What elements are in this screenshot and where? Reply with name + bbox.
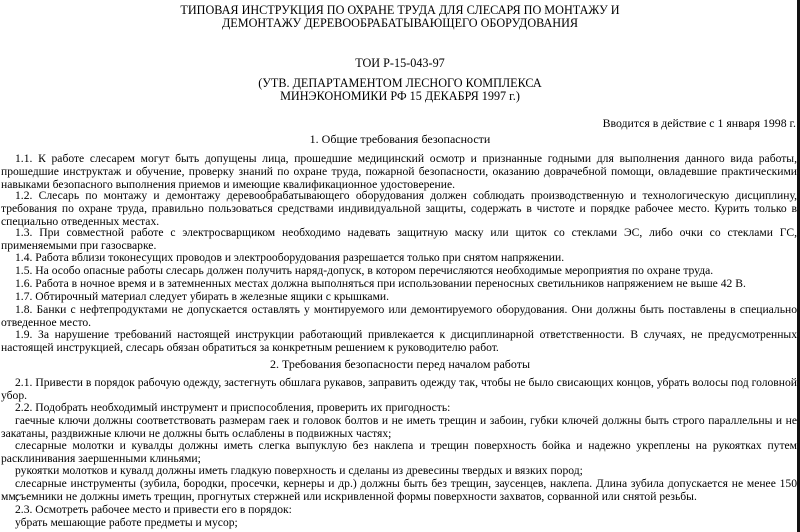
effective-date: Вводится в действие с 1 января 1998 г. [602,116,796,130]
list-item-remove-objects: убрать мешающие работе предметы и мусор; [15,516,238,529]
document-title: ТИПОВАЯ ИНСТРУКЦИЯ ПО ОХРАНЕ ТРУДА ДЛЯ СЛЕСАРЯ ПО МОНТАЖУ И ДЕМОНТАЖУ ДЕРЕВООБРАБАТЫВАЮЩЕГО ОБОРУДОВАНИЯ [180,3,620,31]
paragraph-2-3: 2.3. Осмотреть рабочее место и привести его в порядок: [15,503,292,516]
paragraph-1-2: 1.2. Слесарь по монтажу и демонтажу деревообрабатывающего оборудования должен соблюдать производственную и технологическую дисциплину, требования по охране труда, правильно пользоваться средствами индивидуальной защиты, содержать в чистоте и порядке рабочее место. Курить только в специально отведенных местах. [1,189,797,228]
list-item-wrenches: гаечные ключи должны соответствовать размерам гаек и головок болтов и не иметь трещин и забоин, губки ключей должны быть строго параллельны и не закатаны, раздвижные ключи не должны быть ослаблены в подвижных частях; [1,414,797,440]
paragraph-2-2: 2.2. Подобрать необходимый инструмент и приспособления, проверить их пригодность: [15,401,451,414]
paragraph-1-8: 1.8. Банки с нефтепродуктами не допускается оставлять у монтируемого или демонтируемого оборудования. Они должны быть поставлены в специально отведенное место. [1,303,797,329]
paragraph-1-7: 1.7. Обтирочный материал следует убирать в железные ящики с крышками. [15,290,390,303]
list-item-pullers: съемники не должны иметь трещин, прогнутых стержней или искривленной формы поверхности захватов, сорванной или снятой резьбы. [15,490,697,503]
list-item-chisels: слесарные инструменты (зубила, бородки, просечки, кернеры и др.) должны быть без трещин, заусенцев, наклепа. Длина зубила допускается не менее 150 мм; [1,477,797,503]
paragraph-1-5: 1.5. На особо опасные работы слесарь должен получить наряд-допуск, в котором перечисляются необходимые мероприятия по охране труда. [15,264,714,277]
paragraph-2-1: 2.1. Привести в порядок рабочую одежду, застегнуть обшлага рукавов, заправить одежду так, чтобы не было свисающих концов, убрать волосы под головной убор. [1,376,797,402]
document-number: ТОИ Р-15-043-97 [355,56,445,70]
list-item-hammers: слесарные молотки и кувалды должны иметь слегка выпуклую без наклепа и трещин поверхность бойка и надежно укреплены на рукоятках путем расклинивания заершенными клиньями; [1,439,797,465]
paragraph-1-1: 1.1. К работе слесарем могут быть допущены лица, прошедшие медицинский осмотр и признанные годными для выполнения данного вида работы, прошедшие инструктаж и обучение, проверку знаний по охране труда, пожарной безопасности, оказанию доврачебной помощи, овладевшие практическими навыками безопасного выполнения приемов и имеющие квалификационное удостоверение. [1,152,797,191]
paragraph-1-3: 1.3. При совместной работе с электросварщиком необходимо надевать защитную маску или щиток со стеклами ЭС, либо очки со стеклами ГС, применяемыми при газосварке. [1,226,797,252]
approval-note: (УТВ. ДЕПАРТАМЕНТОМ ЛЕСНОГО КОМПЛЕКСА МИНЭКОНОМИКИ РФ 15 ДЕКАБРЯ 1997 г.) [258,76,542,104]
section-heading-general: 1. Общие требования безопасности [309,132,491,146]
section-heading-before-work: 2. Требования безопасности перед началом работы [269,357,531,371]
paragraph-1-6: 1.6. Работа в ночное время и в затемненных местах должна выполняться при использовании переносных светильников напряжением не выше 42 В. [15,277,746,290]
paragraph-1-9: 1.9. За нарушение требований настоящей инструкции работающий привлекается к дисциплинарной ответственности. В случаях, не предусмотренных настоящей инструкцией, слесарь обязан обратиться за конкретным решением к руководителю работ. [1,328,797,354]
list-item-handles: рукоятки молотков и кувалд должны иметь гладкую поверхность и сделаны из древесины твердых и вязких пород; [15,464,583,477]
paragraph-1-4: 1.4. Работа вблизи токонесущих проводов и электрооборудования разрешается только при снятом напряжении. [15,251,565,264]
